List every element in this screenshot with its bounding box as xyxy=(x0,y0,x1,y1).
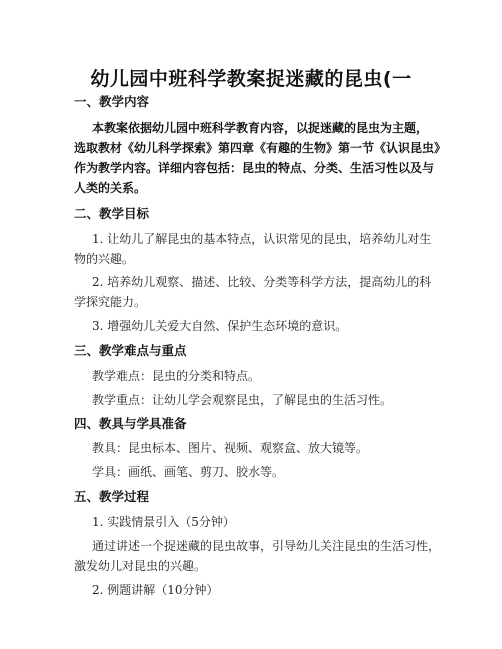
paragraph-line: 教学重点：让幼儿学会观察昆虫，了解昆虫的生活习性。 xyxy=(92,393,393,407)
section-heading: 三、教学难点与重点 xyxy=(74,343,187,358)
paragraph-line: 2. 例题讲解（10分钟） xyxy=(92,583,219,597)
paragraph-line: 作为教学内容。详细内容包括：昆虫的特点、分类、生活习性以及与 xyxy=(74,161,435,175)
paragraph-line: 人类的关系。 xyxy=(74,181,147,195)
paragraph-line: 本教案依据幼儿园中班科学教育内容，以捉迷藏的昆虫为主题， xyxy=(92,121,429,135)
section-heading: 五、教学过程 xyxy=(74,489,150,504)
paragraph-line: 1. 让幼儿了解昆虫的基本特点，认识常见的昆虫，培养幼儿对生 xyxy=(92,232,432,246)
section-heading: 一、教学内容 xyxy=(74,94,150,109)
paragraph-line: 学探究能力。 xyxy=(74,295,147,309)
paragraph-line: 选取教材《幼儿科学探索》第四章《有趣的生物》第一节《认识昆虫》 xyxy=(74,141,447,155)
section-heading: 四、教具与学具准备 xyxy=(74,416,187,431)
paragraph-line: 物的兴趣。 xyxy=(74,252,135,266)
paragraph-line: 教具：昆虫标本、图片、视频、观察盒、放大镜等。 xyxy=(92,441,369,455)
paragraph-line: 学具：画纸、画笔、剪刀、胶水等。 xyxy=(92,465,285,479)
paragraph-line: 1. 实践情景引入（5分钟） xyxy=(92,515,235,529)
paragraph-line: 3. 增强幼儿关爱大自然、保护生态环境的意识。 xyxy=(92,319,348,333)
document-title: 幼儿园中班科学教案捉迷藏的昆虫(一 xyxy=(90,68,412,90)
paragraph-line: 激发幼儿对昆虫的兴趣。 xyxy=(74,559,207,573)
paragraph-line: 2. 培养幼儿观察、描述、比较、分类等科学方法，提高幼儿的科 xyxy=(92,275,432,289)
paragraph-line: 通过讲述一个捉迷藏的昆虫故事，引导幼儿关注昆虫的生活习性， xyxy=(92,539,441,553)
paragraph-line: 教学难点：昆虫的分类和特点。 xyxy=(92,369,261,383)
section-heading: 二、教学目标 xyxy=(74,206,150,221)
